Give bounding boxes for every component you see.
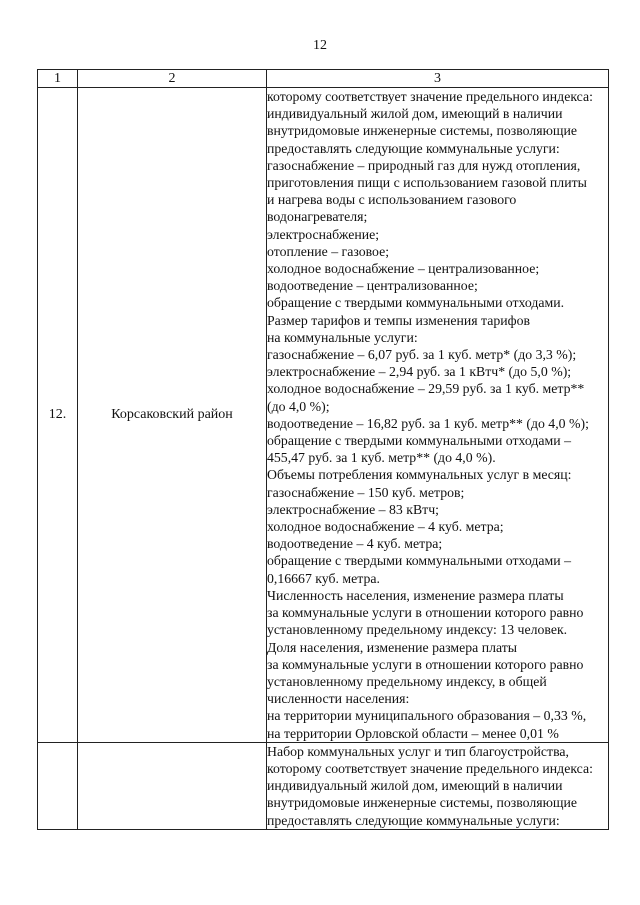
text-line: 455,47 руб. за 1 куб. метр** (до 4,0 %). [267,450,496,466]
column-header-3: 3 [267,70,609,88]
text-line: предоставлять следующие коммунальные услуги: [267,812,560,828]
text-line: внутридомовые инженерные системы, позволяющие [267,123,578,139]
text-line: Численность населения, изменение размера платы [267,587,564,603]
text-line: водоотведение – централизованное; [267,278,478,294]
text-line: холодное водоснабжение – 29,59 руб. за 1 куб. метр** [267,381,585,397]
text-line: Доля населения, изменение размера платы [267,639,518,655]
text-line: обращение с твердыми коммунальными отходами – [267,553,572,569]
text-line: приготовления пищи с использованием газовой плиты [267,175,587,191]
text-line: холодное водоснабжение – централизованное; [267,261,540,277]
row-number: 12. [38,88,78,743]
table-row [38,88,609,743]
text-line: электроснабжение; [267,226,380,242]
row-description [267,742,609,829]
row-number [38,742,78,829]
text-line: Объемы потребления коммунальных услуг в месяц: [267,467,572,483]
text-line: отопление – газовое; [267,243,390,259]
text-line: холодное водоснабжение – 4 куб. метра; [267,519,504,535]
text-line: электроснабжение – 83 кВтч; [267,501,439,517]
row-description [267,88,609,743]
text-line: Набор коммунальных услуг и тип благоустройства, [267,743,569,759]
text-line: водоотведение – 16,82 руб. за 1 куб. метр** (до 4,0 %); [267,415,589,431]
text-line: которому соответствует значение предельного индекса: [267,760,593,776]
column-header-1: 1 [38,70,78,88]
tariff-table [37,69,609,830]
district-name [78,742,267,829]
text-line: за коммунальные услуги в отношении которого равно [267,605,584,621]
text-line: 0,16667 куб. метра. [267,570,380,586]
text-line: газоснабжение – 150 куб. метров; [267,484,465,500]
text-line: численности населения: [267,691,410,707]
text-line: водоотведение – 4 куб. метра; [267,536,443,552]
text-line: (до 4,0 %); [267,398,330,414]
text-line: и нагрева воды с использованием газового [267,192,517,208]
text-line: за коммунальные услуги в отношении которого равно [267,656,584,672]
text-line: газоснабжение – природный газ для нужд отопления, [267,157,581,173]
text-line: водонагревателя; [267,209,368,225]
district-name: Корсаковский район [78,88,267,743]
text-line: индивидуальный жилой дом, имеющий в наличии [267,106,563,122]
text-line: газоснабжение – 6,07 руб. за 1 куб. метр* (до 3,3 %); [267,347,577,363]
text-line: обращение с твердыми коммунальными отходами – [267,433,572,449]
text-line: Размер тарифов и темпы изменения тарифов [267,312,530,328]
text-line: электроснабжение – 2,94 руб. за 1 кВтч* (до 5,0 %); [267,364,572,380]
page-number: 12 [313,38,327,53]
text-line: обращение с твердыми коммунальными отходами. [267,295,565,311]
text-line: на коммунальные услуги: [267,329,418,345]
table-row [38,742,609,829]
table-header-row [38,70,609,88]
text-line: на территории Орловской области – менее 0,01 % [267,725,559,741]
text-line: предоставлять следующие коммунальные услуги: [267,140,560,156]
text-line: индивидуальный жилой дом, имеющий в наличии [267,778,563,794]
text-line: установленному предельному индексу: 13 человек. [267,622,568,638]
column-header-2: 2 [78,70,267,88]
text-line: на территории муниципального образования – 0,33 %, [267,708,587,724]
text-line: установленному предельному индексу, в общей [267,673,547,689]
text-line: которому соответствует значение предельного индекса: [267,89,593,104]
text-line: внутридомовые инженерные системы, позволяющие [267,795,578,811]
